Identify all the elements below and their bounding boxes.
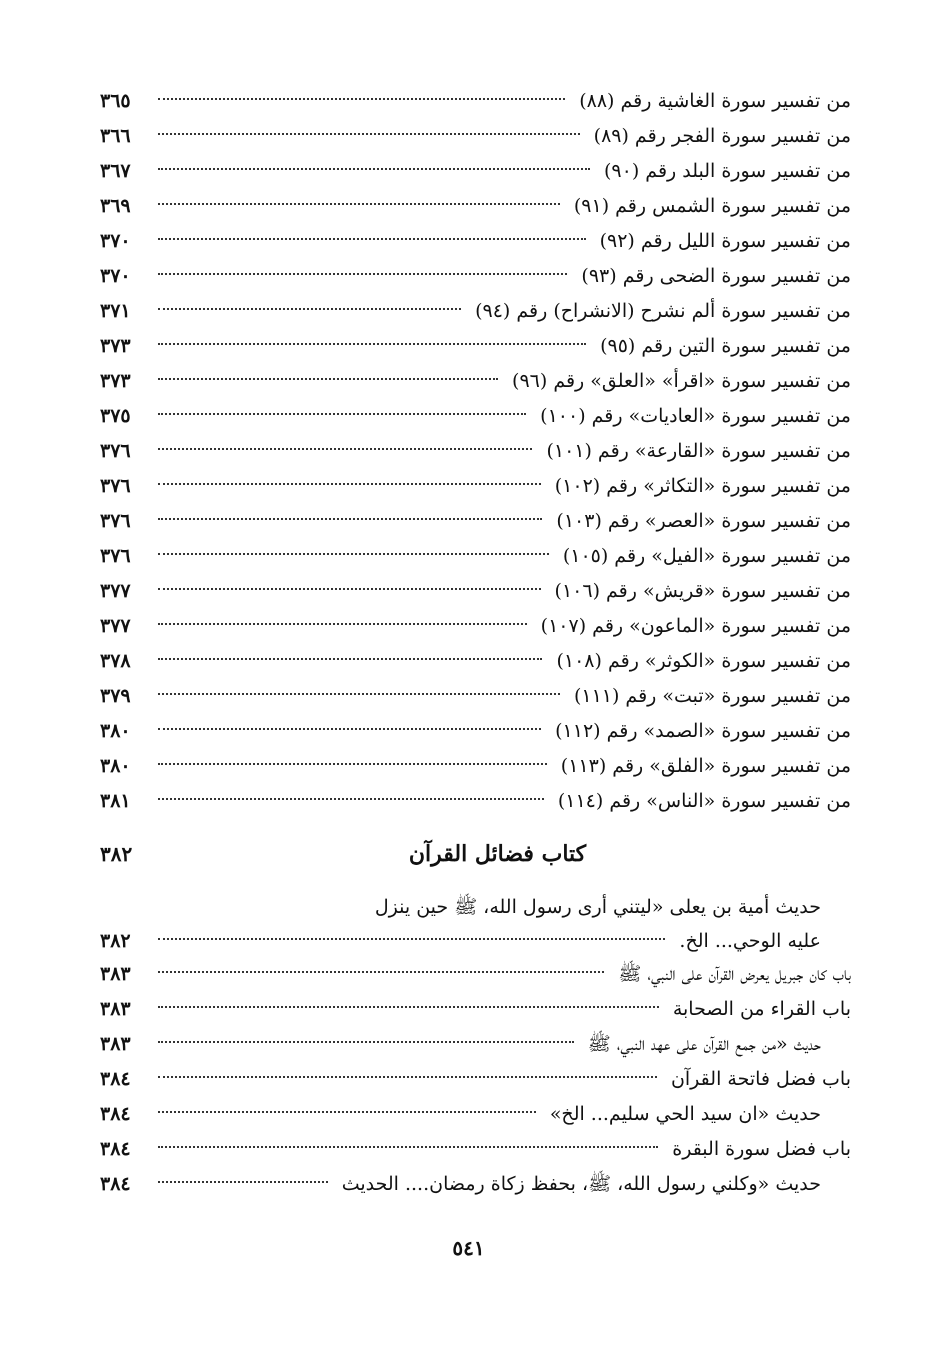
entry-page: ٣٧٥ <box>100 405 131 427</box>
entry-title: باب فضل سورة البقرة <box>672 1138 851 1160</box>
entry-title: من تفسير سورة «الصمد» رقم (١١٢) <box>555 720 851 742</box>
table-of-contents <box>100 84 851 1202</box>
leader-dots <box>158 448 532 450</box>
toc-entry <box>100 992 851 1027</box>
entry-page: ٣٧٧ <box>100 615 131 637</box>
entry-title: من تفسير سورة الشمس رقم (٩١) <box>573 195 851 217</box>
leader-dots <box>158 693 560 695</box>
entry-page: ٣٨٤ <box>100 1173 131 1195</box>
entry-title: من تفسير سورة «قريش» رقم (١٠٦) <box>554 580 851 602</box>
entry-title: من تفسير سورة «الماعون» رقم (١٠٧) <box>540 615 851 637</box>
toc-entry <box>100 294 851 329</box>
entry-title: من تفسير سورة «العاديات» رقم (١٠٠) <box>540 405 851 427</box>
entry-page: ٣٧٦ <box>100 440 131 462</box>
leader-dots <box>158 1041 574 1043</box>
entry-page: ٣٨٠ <box>100 720 131 742</box>
leader-dots <box>158 1076 657 1078</box>
entry-page: ٣٧٦ <box>100 545 131 567</box>
toc-entry <box>100 679 851 714</box>
entry-title: من تفسير سورة «الفلق» رقم (١١٣) <box>560 755 851 777</box>
section-title: كتاب فضائل القرآن <box>408 841 587 867</box>
entry-page: ٣٨٣ <box>100 998 131 1020</box>
leader-dots <box>158 308 461 310</box>
leader-dots <box>158 1146 658 1148</box>
toc-entry <box>100 154 851 189</box>
toc-entry <box>100 1097 851 1132</box>
entry-title: من تفسير سورة «القارعة» رقم (١٠١) <box>546 440 851 462</box>
entry-title: من تفسير سورة «تبت» رقم (١١١) <box>573 685 851 707</box>
leader-dots <box>158 728 541 730</box>
entry-title: من تفسير سورة «الكوثر» رقم (١٠٨) <box>556 650 851 672</box>
leader-dots <box>158 763 547 765</box>
entry-title: من تفسير سورة «اقرأ» «العلق» رقم (٩٦) <box>512 370 851 392</box>
toc-entry <box>100 749 851 784</box>
toc-entry <box>100 504 851 539</box>
entry-title: من تفسير سورة الليل رقم (٩٢) <box>599 230 851 252</box>
entry-title: من تفسير سورة الفجر رقم (٨٩) <box>593 125 851 147</box>
leader-dots <box>158 98 565 100</box>
toc-entry <box>100 119 851 154</box>
toc-entry <box>100 574 851 609</box>
leader-dots <box>158 798 544 800</box>
entry-page: ٣٧٠ <box>100 230 131 252</box>
entry-page: ٣٨٣ <box>100 1033 131 1055</box>
toc-entry <box>100 84 851 119</box>
toc-entry <box>100 399 851 434</box>
toc-entry <box>100 609 851 644</box>
entry-page: ٣٨٢ <box>100 930 131 952</box>
entry-title: من تفسير سورة الغاشية رقم (٨٨) <box>579 90 851 112</box>
toc-entry <box>100 1167 851 1202</box>
toc-entry <box>100 957 851 992</box>
entry-title: باب فضل فاتحة القرآن <box>670 1068 851 1090</box>
section-page: ٣٨٢ <box>100 842 133 866</box>
entry-title: من تفسير سورة «الناس» رقم (١١٤) <box>557 790 851 812</box>
entry-page: ٣٧٦ <box>100 475 131 497</box>
toc-entry <box>100 924 851 957</box>
toc-entry-first-line: حديث أمية بن يعلى «ليتني أرى رسول الله، ﷺ حين ينزل <box>374 896 821 918</box>
toc-entry <box>100 259 851 294</box>
entry-page: ٣٧٦ <box>100 510 131 532</box>
entry-title: حديث «من جمع القرآن على عهد النبي، ﷺ <box>587 1033 821 1055</box>
toc-entry <box>100 539 851 574</box>
leader-dots <box>158 623 527 625</box>
leader-dots <box>158 1006 659 1008</box>
toc-entry <box>100 784 851 819</box>
entry-page: ٣٨٣ <box>100 963 131 985</box>
toc-entry <box>100 469 851 504</box>
entry-page: ٣٦٩ <box>100 195 131 217</box>
leader-dots <box>158 553 549 555</box>
entry-page: ٣٨٤ <box>100 1138 131 1160</box>
entry-page: ٣٧٧ <box>100 580 131 602</box>
toc-entry <box>100 644 851 679</box>
leader-dots <box>158 518 542 520</box>
leader-dots <box>158 168 590 170</box>
entry-title: من تفسير سورة «العصر» رقم (١٠٣) <box>556 510 851 532</box>
entry-page: ٣٧٣ <box>100 335 131 357</box>
toc-entry <box>100 1132 851 1167</box>
toc-entry <box>100 364 851 399</box>
toc-entry <box>100 224 851 259</box>
leader-dots <box>158 588 541 590</box>
section-entries <box>100 891 851 1202</box>
entry-page: ٣٨٤ <box>100 1103 131 1125</box>
leader-dots <box>158 1181 328 1183</box>
toc-entry <box>100 1027 851 1062</box>
leader-dots <box>158 483 541 485</box>
leader-dots <box>158 938 665 940</box>
entry-title: حديث «وكلني رسول الله، ﷺ، بحفظ زكاة رمضان.... الحديث <box>341 1173 821 1195</box>
leader-dots <box>158 658 542 660</box>
toc-entry <box>100 189 851 224</box>
leader-dots <box>158 413 526 415</box>
toc-entry <box>100 714 851 749</box>
entry-title: باب القراء من الصحابة <box>672 998 851 1020</box>
entry-page: ٣٦٧ <box>100 160 131 182</box>
leader-dots <box>158 238 586 240</box>
entry-page: ٣٧١ <box>100 300 131 322</box>
entry-title: من تفسير سورة التين رقم (٩٥) <box>600 335 851 357</box>
toc-entry <box>100 434 851 469</box>
leader-dots <box>158 273 567 275</box>
entry-page: ٣٧٣ <box>100 370 131 392</box>
entry-title: عليه الوحي... الخ. <box>679 930 821 952</box>
leader-dots <box>158 378 498 380</box>
entry-page: ٣٨٠ <box>100 755 131 777</box>
entry-page: ٣٧٩ <box>100 685 131 707</box>
entry-title: حديث «ان سيد الحي سليم... الخ» <box>549 1103 821 1125</box>
entry-page: ٣٨٤ <box>100 1068 131 1090</box>
entry-page: ٣٧٠ <box>100 265 131 287</box>
leader-dots <box>158 343 586 345</box>
entry-title: من تفسير سورة «الفيل» رقم (١٠٥) <box>562 545 851 567</box>
entry-title: باب كان جبريل يعرض القرآن على النبي، ﷺ <box>618 963 851 985</box>
entry-page: ٣٦٦ <box>100 125 131 147</box>
leader-dots <box>158 1111 536 1113</box>
leader-dots <box>158 203 560 205</box>
entry-page: ٣٦٥ <box>100 90 131 112</box>
entry-title: من تفسير سورة البلد رقم (٩٠) <box>604 160 851 182</box>
toc-entry <box>100 1062 851 1097</box>
entry-title: من تفسير سورة «التكاثر» رقم (١٠٢) <box>554 475 851 497</box>
surah-entries <box>100 84 851 819</box>
toc-entry <box>100 329 851 364</box>
section-heading <box>100 841 851 881</box>
entry-page: ٣٧٨ <box>100 650 131 672</box>
entry-page: ٣٨١ <box>100 790 131 812</box>
page-number: ٥٤١ <box>452 1236 485 1260</box>
entry-title: من تفسير سورة ألم نشرح (الانشراح) رقم (٩٤) <box>475 300 851 322</box>
entry-title: من تفسير سورة الضحى رقم (٩٣) <box>581 265 851 287</box>
leader-dots <box>158 971 604 973</box>
leader-dots <box>158 133 580 135</box>
